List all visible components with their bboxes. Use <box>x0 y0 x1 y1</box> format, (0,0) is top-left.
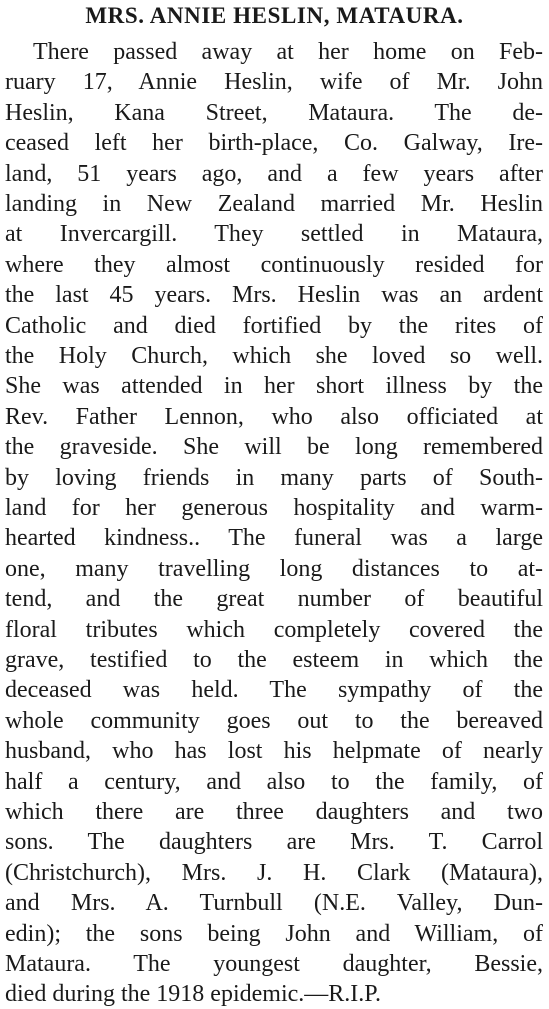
obituary-headline: MRS. ANNIE HESLIN, MATAURA. <box>85 3 464 28</box>
body-line: There passed away at her home on Feb- <box>33 39 543 65</box>
body-line: grave, testified to the esteem in which the <box>5 647 543 673</box>
body-line: where they almost continuously resided for <box>5 251 543 278</box>
body-line: husband, who has lost his helpmate of nearly <box>5 738 543 765</box>
body-line: deceased was held. The sympathy of the <box>5 677 543 704</box>
body-line: the graveside. She will be long remembered <box>5 434 543 461</box>
body-line: land for her generous hospitality and warm- <box>5 495 543 521</box>
body-line: ruary 17, Annie Heslin, wife of Mr. John <box>5 69 543 96</box>
body-line: half a century, and also to the family, of <box>5 768 543 795</box>
body-line: one, many travelling long distances to at- <box>5 555 543 582</box>
body-line: Mataura. The youngest daughter, Bessie, <box>5 951 543 977</box>
body-line: by loving friends in many parts of South- <box>5 464 543 491</box>
body-line: floral tributes which completely covered the <box>5 616 543 643</box>
body-line: the Holy Church, which she loved so well. <box>5 343 543 369</box>
body-line: died during the 1918 epidemic.—R.I.P. <box>5 981 381 1008</box>
body-line: land, 51 years ago, and a few years after <box>5 160 543 187</box>
body-line: hearted kindness.. The funeral was a large <box>5 525 543 552</box>
body-line: (Christchurch), Mrs. J. H. Clark (Mataura), <box>5 859 543 886</box>
body-line: at Invercargill. They settled in Mataura, <box>5 221 543 248</box>
body-line: Heslin, Kana Street, Mataura. The de- <box>5 99 543 126</box>
body-line: whole community goes out to the bereaved <box>5 707 543 734</box>
body-line: and Mrs. A. Turnbull (N.E. Valley, Dun- <box>5 890 543 917</box>
body-line: Rev. Father Lennon, who also officiated at <box>5 403 543 430</box>
body-line: the last 45 years. Mrs. Heslin was an ardent <box>5 282 543 309</box>
body-line: tend, and the great number of beautiful <box>5 586 543 613</box>
body-line: Catholic and died fortified by the rites of <box>5 312 543 339</box>
body-line: ceased left her birth-place, Co. Galway, Ire- <box>5 130 543 157</box>
body-line: edin); the sons being John and William, of <box>5 920 543 947</box>
body-line: She was attended in her short illness by the <box>5 373 543 400</box>
body-line: landing in New Zealand married Mr. Heslin <box>5 191 543 217</box>
body-line: sons. The daughters are Mrs. T. Carrol <box>5 829 543 856</box>
body-line: which there are three daughters and two <box>5 799 543 825</box>
